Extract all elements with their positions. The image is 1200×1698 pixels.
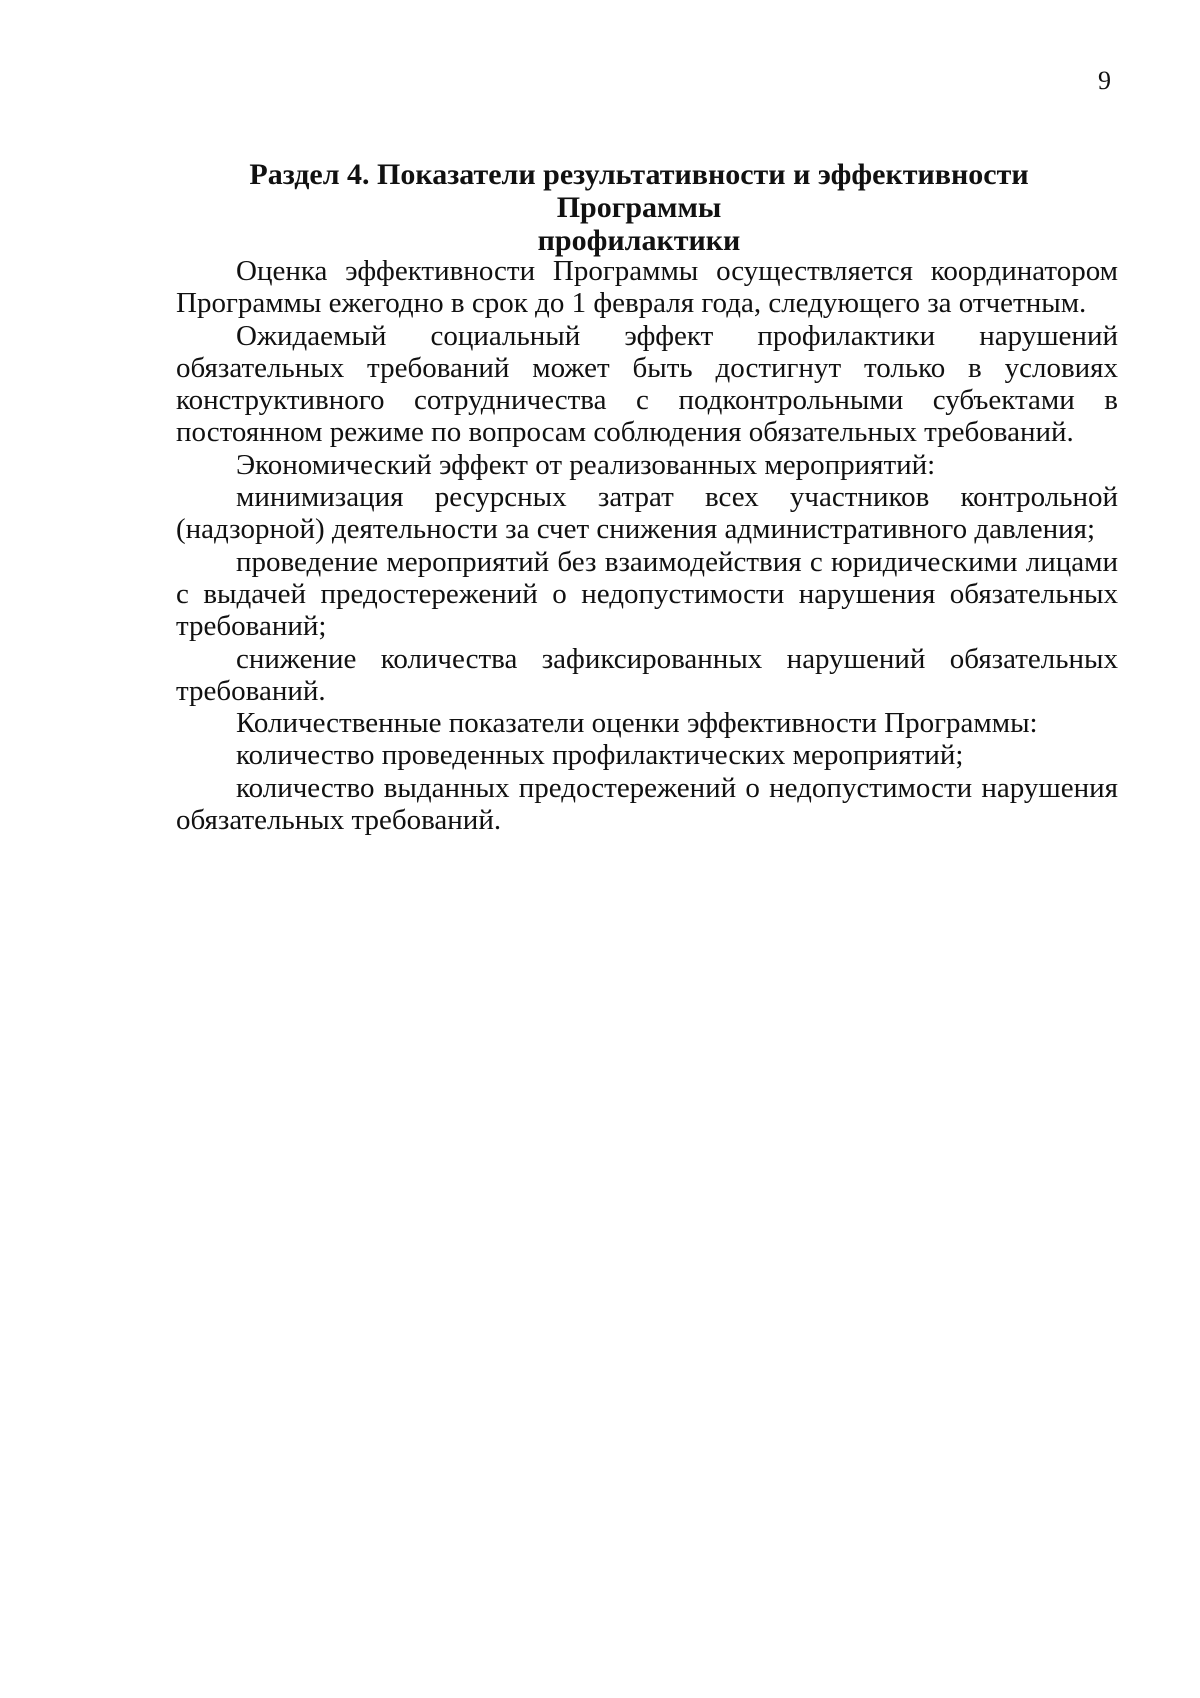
page-number: 9 — [1098, 66, 1111, 95]
section-heading-line-2: профилактики — [537, 224, 741, 257]
list-item-violation-reduction: снижение количества зафиксированных нарушений обязательных требований. — [176, 642, 1118, 707]
list-item-warnings-count: количество выданных предостережений о недопустимости нарушения обязательных требований. — [176, 771, 1118, 837]
section-heading — [176, 158, 1102, 257]
paragraph-quantitative-indicators: Количественные показатели оценки эффективности Программы: — [236, 707, 1038, 740]
paragraph-social-effect: Ожидаемый социальный эффект профилактики нарушений обязательных требований может быть достигнут только в условиях конструктивного сотрудничества с подконтрольными субъектами в постоянном режиме по вопросам соблюдения обязательных требований. — [176, 319, 1118, 449]
list-item-resource-minimization: минимизация ресурсных затрат всех участников контрольной (надзорной) деятельности за счет снижения административного давления; — [176, 481, 1118, 546]
section-heading-line-1: Раздел 4. Показатели результативности и эффективности Программы — [249, 158, 1029, 224]
list-item-events-count: количество проведенных профилактических мероприятий; — [236, 739, 964, 772]
section-body — [176, 255, 1118, 836]
paragraph-evaluation: Оценка эффективности Программы осуществляется координатором Программы ежегодно в срок до 1 февраля года, следующего за отчетным. — [176, 255, 1118, 320]
list-item-non-interaction-measures: проведение мероприятий без взаимодействия с юридическими лицами с выдачей предостережений о недопустимости нарушения обязательных требований; — [176, 545, 1118, 643]
paragraph-economic-effect: Экономический эффект от реализованных мероприятий: — [236, 448, 936, 481]
